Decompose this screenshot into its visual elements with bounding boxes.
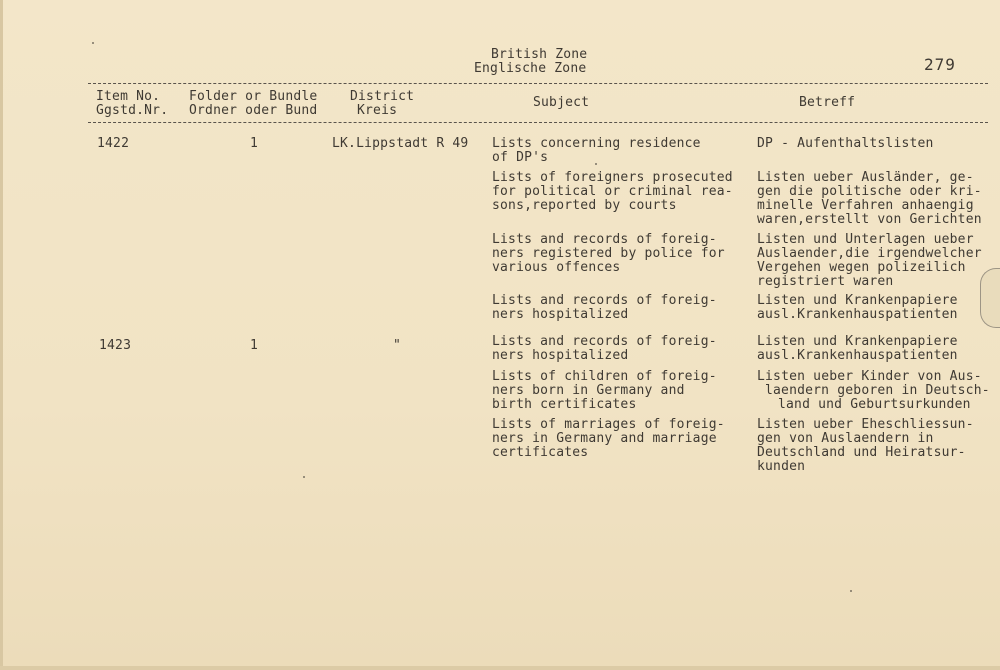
- subject-line: of DP's: [492, 150, 549, 165]
- betreff-line: ausl.Krankenhauspatienten: [757, 307, 958, 322]
- betreff-line: Deutschland und Heiratsur-: [757, 445, 966, 460]
- col-folder-en: Folder or Bundle: [189, 89, 318, 104]
- betreff-line: Listen und Krankenpapiere: [757, 293, 958, 308]
- page-left-edge: [0, 0, 3, 670]
- subject-line: various offences: [492, 260, 621, 275]
- col-item-en: Item No.: [96, 89, 161, 104]
- page-number: 279: [924, 55, 956, 74]
- folder-number: 1: [250, 338, 259, 353]
- betreff-line: laendern geboren in Deutsch-: [765, 383, 990, 398]
- binder-tab-mark: [980, 268, 1000, 328]
- subject-line: Lists and records of foreig-: [492, 334, 717, 349]
- subject-line: ners born in Germany and: [492, 383, 685, 398]
- paper-speck: [850, 590, 852, 592]
- betreff-line: Listen ueber Ausländer, ge-: [757, 170, 974, 185]
- subject-line: ners hospitalized: [492, 348, 629, 363]
- col-district-en: District: [350, 89, 415, 104]
- col-betreff: Betreff: [799, 95, 856, 110]
- betreff-line: Listen ueber Kinder von Aus-: [757, 369, 982, 384]
- subject-line: Lists concerning residence: [492, 136, 701, 151]
- subject-line: birth certificates: [492, 397, 637, 412]
- district-name: LK.Lippstadt R 49: [332, 136, 469, 151]
- betreff-line: registriert waren: [757, 274, 894, 289]
- subject-line: sons,reported by courts: [492, 198, 677, 213]
- betreff-line: kunden: [757, 459, 806, 474]
- subject-line: for political or criminal rea-: [492, 184, 733, 199]
- top-rule: [88, 83, 988, 84]
- betreff-line: Listen und Krankenpapiere: [757, 334, 958, 349]
- zone-title-de: Englische Zone: [474, 61, 587, 76]
- subject-line: certificates: [492, 445, 589, 460]
- item-number: 1422: [97, 136, 130, 151]
- betreff-line: waren,erstellt von Gerichten: [757, 212, 982, 227]
- betreff-line: land und Geburtsurkunden: [778, 397, 971, 412]
- subject-line: Lists of children of foreig-: [492, 369, 717, 384]
- subject-line: Lists and records of foreig-: [492, 232, 717, 247]
- col-subject: Subject: [533, 95, 590, 110]
- betreff-line: DP - Aufenthaltslisten: [757, 136, 934, 151]
- zone-title-en: British Zone: [491, 47, 588, 62]
- paper-speck: [595, 163, 597, 165]
- folder-number: 1: [250, 136, 259, 151]
- district-ditto-mark: ": [393, 338, 402, 353]
- betreff-line: Auslaender,die irgendwelcher: [757, 246, 982, 261]
- betreff-line: Vergehen wegen polizeilich: [757, 260, 966, 275]
- subject-line: ners registered by police for: [492, 246, 725, 261]
- col-folder-de: Ordner oder Bund: [189, 103, 318, 118]
- subject-line: Lists of marriages of foreig-: [492, 417, 725, 432]
- col-item-de: Ggstd.Nr.: [96, 103, 169, 118]
- subject-line: Lists of foreigners prosecuted: [492, 170, 733, 185]
- page-bottom-edge: [0, 666, 1000, 670]
- header-rule: [88, 122, 988, 123]
- betreff-line: gen die politische oder kri-: [757, 184, 982, 199]
- paper-speck: [92, 42, 94, 44]
- subject-line: ners in Germany and marriage: [492, 431, 717, 446]
- col-district-de: Kreis: [357, 103, 398, 118]
- subject-line: ners hospitalized: [492, 307, 629, 322]
- betreff-line: ausl.Krankenhauspatienten: [757, 348, 958, 363]
- subject-line: Lists and records of foreig-: [492, 293, 717, 308]
- betreff-line: gen von Auslaendern in: [757, 431, 934, 446]
- item-number: 1423: [99, 338, 132, 353]
- betreff-line: Listen und Unterlagen ueber: [757, 232, 974, 247]
- paper-speck: [303, 476, 305, 478]
- betreff-line: Listen ueber Eheschliessun-: [757, 417, 974, 432]
- betreff-line: minelle Verfahren anhaengig: [757, 198, 974, 213]
